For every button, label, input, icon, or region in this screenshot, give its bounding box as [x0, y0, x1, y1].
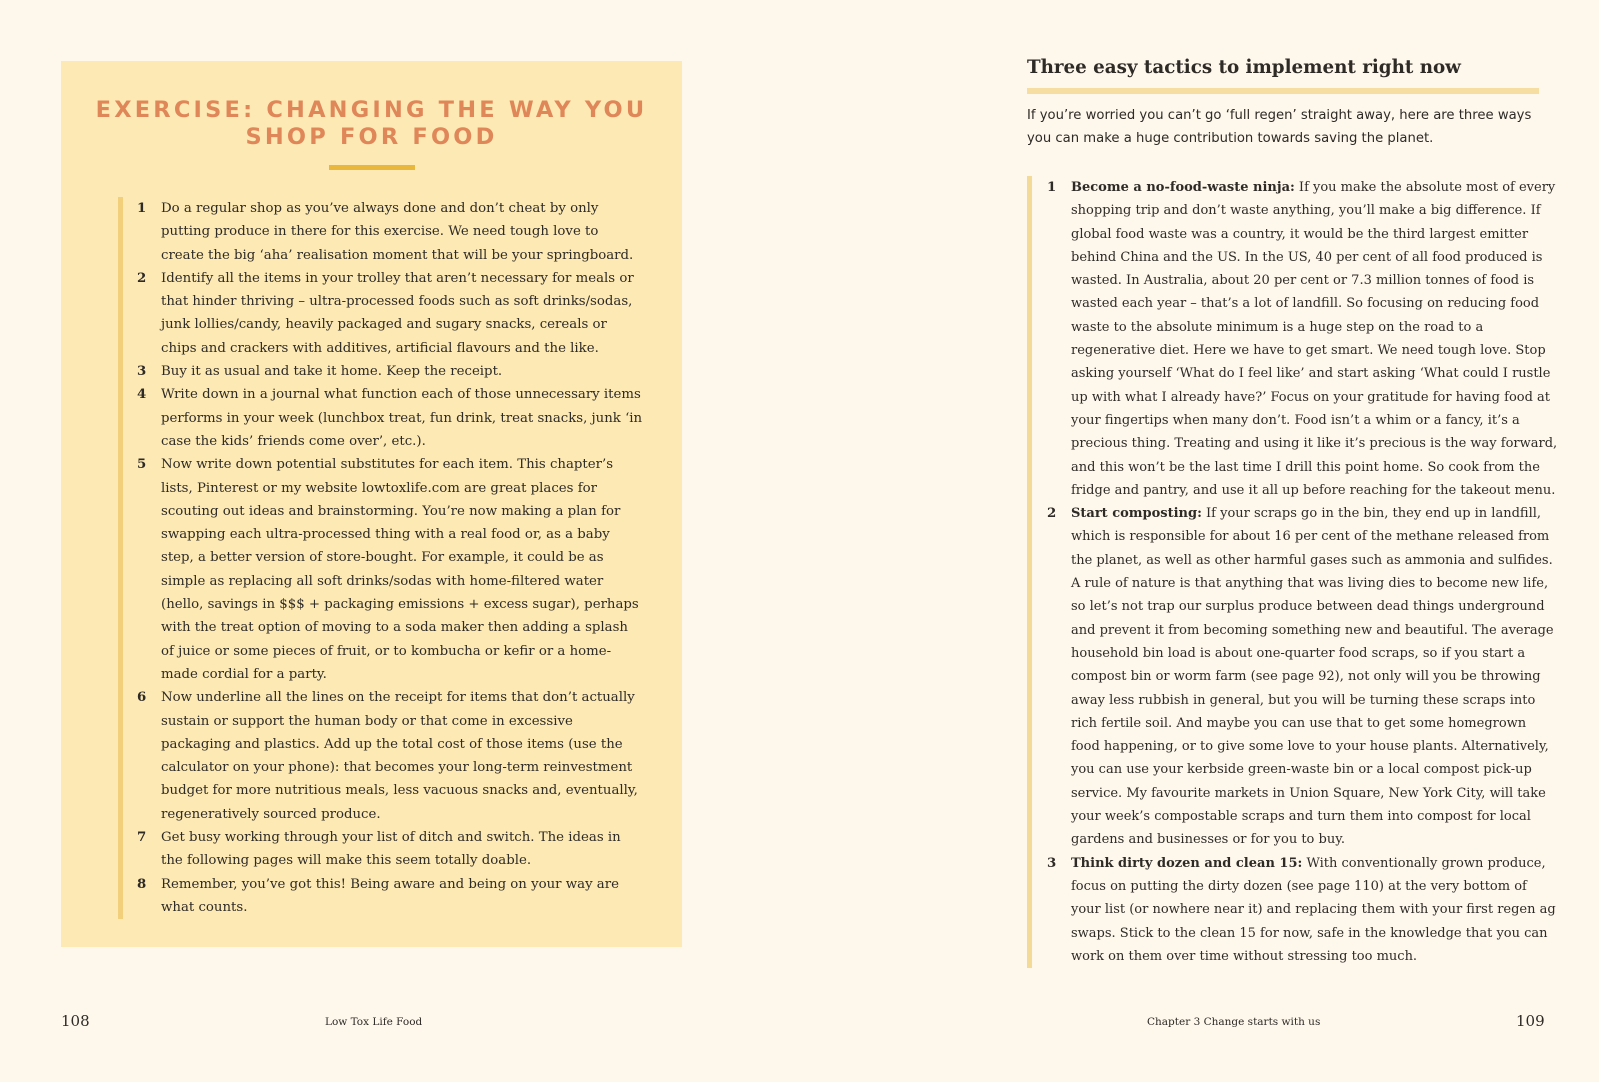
item-text [1071, 852, 1559, 968]
item-number: 1 [1047, 180, 1057, 195]
right-page [800, 0, 1599, 1082]
item-number: 4 [137, 387, 147, 403]
list-item [137, 197, 643, 267]
page-number: 109 [1516, 1012, 1545, 1030]
item-text: Now underline all the lines on the receipt for items that don’t actually sustain or support the human body or that come in excessive packaging and plastics. Add up the total cost of those items (use the calculator on your phone): that becomes your long-term reinvestment budget for more nutritious meals, less vacuous snacks and, eventually, regeneratively sourced produce. [161, 690, 638, 822]
running-title: Low Tox Life Food [325, 1016, 423, 1028]
running-title: Chapter 3 Change starts with us [1147, 1016, 1321, 1028]
item-number: 2 [1047, 506, 1057, 522]
section-heading: Three easy tactics to implement right now [1027, 57, 1461, 78]
item-body: If you make the absolute most of every shopping trip and don’t waste anything, you’ll make a big difference. If global food waste was a country, it would be the third largest emitter behind China and the US. In the US, 40 per cent of all food produced is wasted. In Australia, about 20 per cent or 7.3 million tonnes of food is wasted each year – that’s a lot of landfill. So focusing on reducing food waste to the absolute minimum is a huge step on the road to a regenerative diet. Here we have to get smart. We need tough love. Stop asking yourself ‘What do I feel like’ and start asking ‘What could I rustle up with what I already have?’ Focus on your gratitude for having food at your fingertips when many don’t. Food isn’t a whim or a fancy, it’s a precious thing. Treating and using it like it’s precious is the way forward, and this won’t be the last time I drill this point home. So cook from the fridge and pantry, and use it all up before reaching for the takeout menu. [1071, 180, 1558, 498]
exercise-title: EXERCISE: CHANGING THE WAY YOU SHOP FOR FOOD [95, 97, 648, 150]
list-item [1047, 852, 1559, 968]
title-rule [329, 165, 415, 170]
item-text: Identify all the items in your trolley that aren’t necessary for meals or that hinder thriving – ultra-processed foods such as soft drinks/sodas, junk lollies/candy, heavily packaged and sugary snacks, cereals or chips and crackers with additives, artificial flavours and the like. [161, 270, 634, 356]
item-text: Now write down potential substitutes for each item. This chapter’s lists, Pinterest or my website lowtoxlife.com are great places for scouting out ideas and brainstorming. You’re now making a plan for swapping each ultra-processed thing with a real food or, as a baby step, a better version of store-bought. For example, it could be as simple as replacing all soft drinks/sodas with home-filtered water (hello, savings in $$$ + packaging emissions + excess sugar), perhaps with the treat option of moving to a soda maker then adding a splash of juice or some pieces of fruit, or to kombucha or kefir or a home-made cordial for a party. [161, 457, 639, 682]
item-text: Get busy working through your list of ditch and switch. The ideas in the following pages will make this seem totally doable. [161, 830, 621, 869]
list-item [137, 453, 643, 686]
page-number: 108 [61, 1012, 90, 1030]
item-number: 7 [137, 830, 147, 846]
item-text [1071, 502, 1559, 851]
item-number: 5 [137, 457, 147, 473]
list-item [137, 873, 643, 920]
exercise-list [118, 197, 643, 919]
tactics-list [1027, 176, 1559, 968]
item-text: Remember, you’ve got this! Being aware and being on your way are what counts. [161, 876, 619, 915]
item-text: Do a regular shop as you’ve always done and don’t cheat by only putting produce in there for this exercise. We need tough love to create the big ‘aha’ realisation moment that will be your springboard. [161, 201, 634, 263]
item-number: 3 [1047, 855, 1057, 871]
list-item [137, 826, 643, 873]
list-item [137, 686, 643, 826]
item-lead: Start composting: [1071, 506, 1202, 522]
item-text [1071, 176, 1559, 502]
item-number: 8 [137, 876, 147, 892]
list-item [137, 383, 643, 453]
list-item [1047, 176, 1559, 502]
item-text: Write down in a journal what function each of those unnecessary items performs in your week (lunchbox treat, fun drink, treat snacks, junk ‘in case the kids’ friends come over’, etc.). [161, 387, 643, 449]
list-item [137, 267, 643, 360]
item-lead: Become a no-food-waste ninja: [1071, 180, 1295, 195]
item-number: 6 [137, 690, 147, 706]
intro-paragraph: If you’re worried you can’t go ‘full regen’ straight away, here are three ways you can make a huge contribution towards saving the planet. [1027, 108, 1532, 146]
item-body: With conventionally grown produce, focus on putting the dirty dozen (see page 110) at the very bottom of your list (or nowhere near it) and replacing them with your first regen ag swaps. Stick to the clean 15 for now, safe in the knowledge that you can work on them over time without stressing too much. [1071, 855, 1556, 964]
list-item [1047, 502, 1559, 851]
heading-rule [1027, 88, 1539, 94]
item-number: 1 [137, 201, 147, 216]
item-text: Buy it as usual and take it home. Keep the receipt. [161, 364, 503, 380]
item-body: If your scraps go in the bin, they end up in landfill, which is responsible for about 16 per cent of the methane released from the planet, as well as other harmful gases such as ammonia and sulfides. A rule of nature is that anything that was living dies to become new life, so let’s not trap our surplus produce between dead things underground and prevent it from becoming something new and beautiful. The average household bin load is about one-quarter food scraps, so if you start a compost bin or worm farm (see page 92), not only will you be throwing away less rubbish in general, but you will be turning these scraps into rich fertile soil. And maybe you can use that to get some homegrown food happening, or to give some love to your house plants. Alternatively, you can use your kerbside green-waste bin or a local compost pick-up service. My favourite markets in Union Square, New York City, will take your week’s compostable scraps and turn them into compost for local gardens and businesses or for you to buy. [1071, 506, 1554, 848]
item-number: 2 [137, 270, 147, 286]
list-item [137, 360, 643, 383]
exercise-box [61, 61, 682, 947]
item-number: 3 [137, 364, 147, 380]
item-lead: Think dirty dozen and clean 15: [1071, 855, 1303, 871]
